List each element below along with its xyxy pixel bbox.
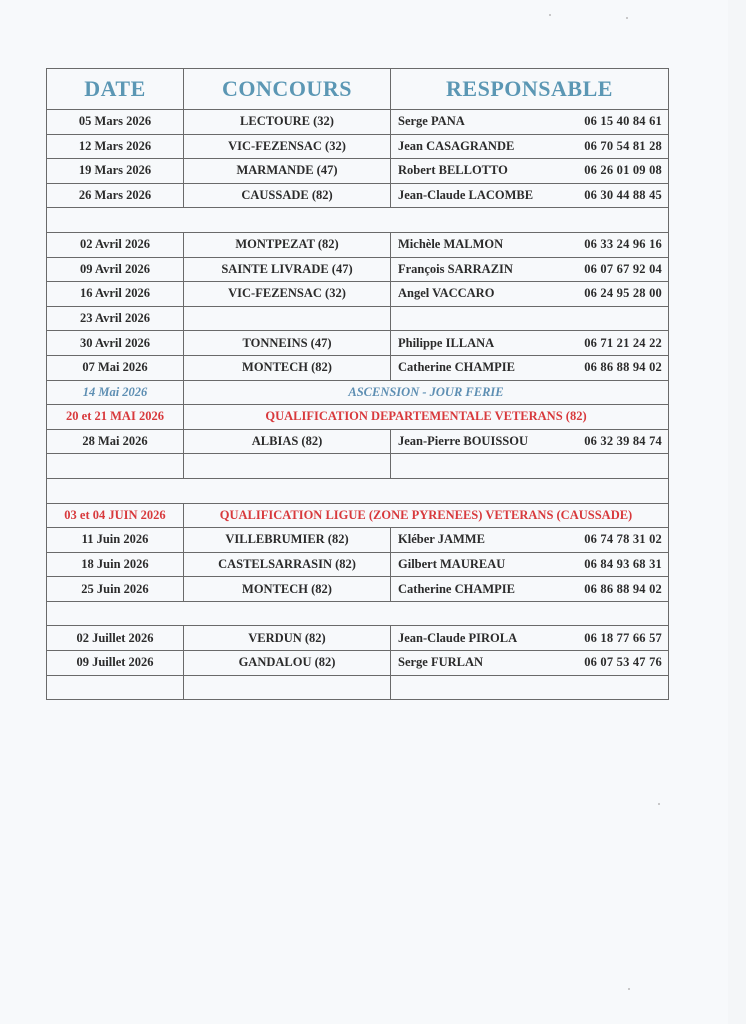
responsable-phone: 06 86 88 94 02 [584,360,662,375]
row-concours: LECTOURE (32) [184,110,391,135]
responsable-name: Serge PANA [398,114,465,129]
scan-speck [628,988,630,990]
table-row [47,577,669,602]
row-date: 05 Mars 2026 [47,110,184,135]
table-row [47,282,669,307]
responsable-phone: 06 32 39 84 74 [584,434,662,449]
empty-cell [184,454,391,479]
header-row [47,69,669,110]
responsable-phone: 06 07 67 92 04 [584,261,662,276]
row-date: 12 Mars 2026 [47,134,184,159]
row-date: 09 Avril 2026 [47,257,184,282]
table-row [47,331,669,356]
table-row [47,110,669,135]
qualification-row [47,405,669,430]
row-responsable [391,651,669,676]
row-concours: CAUSSADE (82) [184,183,391,208]
empty-cell [47,208,669,233]
row-responsable [391,626,669,651]
empty-row [47,478,669,503]
header-date: DATE [47,69,184,110]
empty-row [47,601,669,626]
responsable-name: Jean-Pierre BOUISSOU [398,434,528,449]
table-row [47,429,669,454]
empty-row [47,208,669,233]
row-concours: GANDALOU (82) [184,651,391,676]
responsable-phone: 06 84 93 68 31 [584,556,662,571]
responsable-phone: 06 15 40 84 61 [584,114,662,129]
row-responsable [391,159,669,184]
row-responsable [391,110,669,135]
holiday-label: ASCENSION - JOUR FERIE [184,380,669,405]
row-concours: VILLEBRUMIER (82) [184,528,391,553]
row-responsable [391,355,669,380]
responsable-name: Serge FURLAN [398,655,484,670]
responsable-phone: 06 07 53 47 76 [584,655,662,670]
row-date: 28 Mai 2026 [47,429,184,454]
responsable-phone: 06 26 01 09 08 [584,163,662,178]
row-concours: MONTECH (82) [184,355,391,380]
row-responsable [391,183,669,208]
empty-cell [47,478,669,503]
row-date: 16 Avril 2026 [47,282,184,307]
responsable-name: Jean-Claude PIROLA [398,630,518,645]
row-responsable [391,257,669,282]
responsable-name: Robert BELLOTTO [398,163,508,178]
row-concours: VIC-FEZENSAC (32) [184,134,391,159]
responsable-name: Catherine CHAMPIE [398,581,515,596]
table-row [47,528,669,553]
responsable-phone: 06 70 54 81 28 [584,138,662,153]
qualification-label: QUALIFICATION DEPARTEMENTALE VETERANS (82) [184,405,669,430]
scan-speck [549,14,551,16]
row-date: 11 Juin 2026 [47,528,184,553]
table-row [47,552,669,577]
row-date: 02 Avril 2026 [47,232,184,257]
responsable-name: Philippe ILLANA [398,335,495,350]
row-date: 03 et 04 JUIN 2026 [47,503,184,528]
empty-cell [184,675,391,700]
table-row [47,232,669,257]
row-date: 30 Avril 2026 [47,331,184,356]
responsable-name: Jean CASAGRANDE [398,138,515,153]
holiday-row [47,380,669,405]
empty-cell [391,675,669,700]
row-responsable [391,552,669,577]
empty-cell [391,454,669,479]
row-concours: TONNEINS (47) [184,331,391,356]
row-date: 20 et 21 MAI 2026 [47,405,184,430]
row-concours: CASTELSARRASIN (82) [184,552,391,577]
empty-cell [47,454,184,479]
responsable-name: Angel VACCARO [398,286,495,301]
row-date: 25 Juin 2026 [47,577,184,602]
row-date: 26 Mars 2026 [47,183,184,208]
responsable-name: Gilbert MAUREAU [398,556,506,571]
row-concours: MONTPEZAT (82) [184,232,391,257]
row-date: 02 Juillet 2026 [47,626,184,651]
row-responsable [391,331,669,356]
row-date: 14 Mai 2026 [47,380,184,405]
responsable-phone: 06 30 44 88 45 [584,188,662,203]
row-concours: MARMANDE (47) [184,159,391,184]
qualification-label: QUALIFICATION LIGUE (ZONE PYRENEES) VETERANS (CAUSSADE) [184,503,669,528]
row-responsable [391,282,669,307]
table-row [47,257,669,282]
row-concours: MONTECH (82) [184,577,391,602]
table-row [47,183,669,208]
row-concours: VERDUN (82) [184,626,391,651]
table-row [47,355,669,380]
empty-cell [47,601,669,626]
row-concours: VIC-FEZENSAC (32) [184,282,391,307]
responsable-phone: 06 18 77 66 57 [584,630,662,645]
row-responsable [391,577,669,602]
row-responsable-empty [391,306,669,331]
responsable-phone: 06 86 88 94 02 [584,581,662,596]
row-date: 19 Mars 2026 [47,159,184,184]
header-concours: CONCOURS [184,69,391,110]
table-row [47,159,669,184]
row-date: 07 Mai 2026 [47,355,184,380]
row-concours: ALBIAS (82) [184,429,391,454]
responsable-name: Kléber JAMME [398,532,485,547]
table-row [47,134,669,159]
schedule-table [46,68,669,700]
row-concours: SAINTE LIVRADE (47) [184,257,391,282]
row-date: 09 Juillet 2026 [47,651,184,676]
row-responsable [391,232,669,257]
empty-row [47,675,669,700]
row-responsable [391,429,669,454]
table-row [47,651,669,676]
responsable-phone: 06 74 78 31 02 [584,532,662,547]
responsable-phone: 06 24 95 28 00 [584,286,662,301]
scan-speck [626,17,628,19]
responsable-phone: 06 71 21 24 22 [584,335,662,350]
header-responsable: RESPONSABLE [391,69,669,110]
row-responsable [391,528,669,553]
qualification-row [47,503,669,528]
row-date: 23 Avril 2026 [47,306,184,331]
row-concours-empty [184,306,391,331]
empty-cell [47,675,184,700]
responsable-phone: 06 33 24 96 16 [584,237,662,252]
row-responsable [391,134,669,159]
empty-row [47,454,669,479]
responsable-name: Michèle MALMON [398,237,504,252]
responsable-name: François SARRAZIN [398,261,513,276]
responsable-name: Catherine CHAMPIE [398,360,515,375]
row-date: 18 Juin 2026 [47,552,184,577]
scan-speck [658,803,660,805]
responsable-name: Jean-Claude LACOMBE [398,188,534,203]
table-row [47,306,669,331]
table-row [47,626,669,651]
